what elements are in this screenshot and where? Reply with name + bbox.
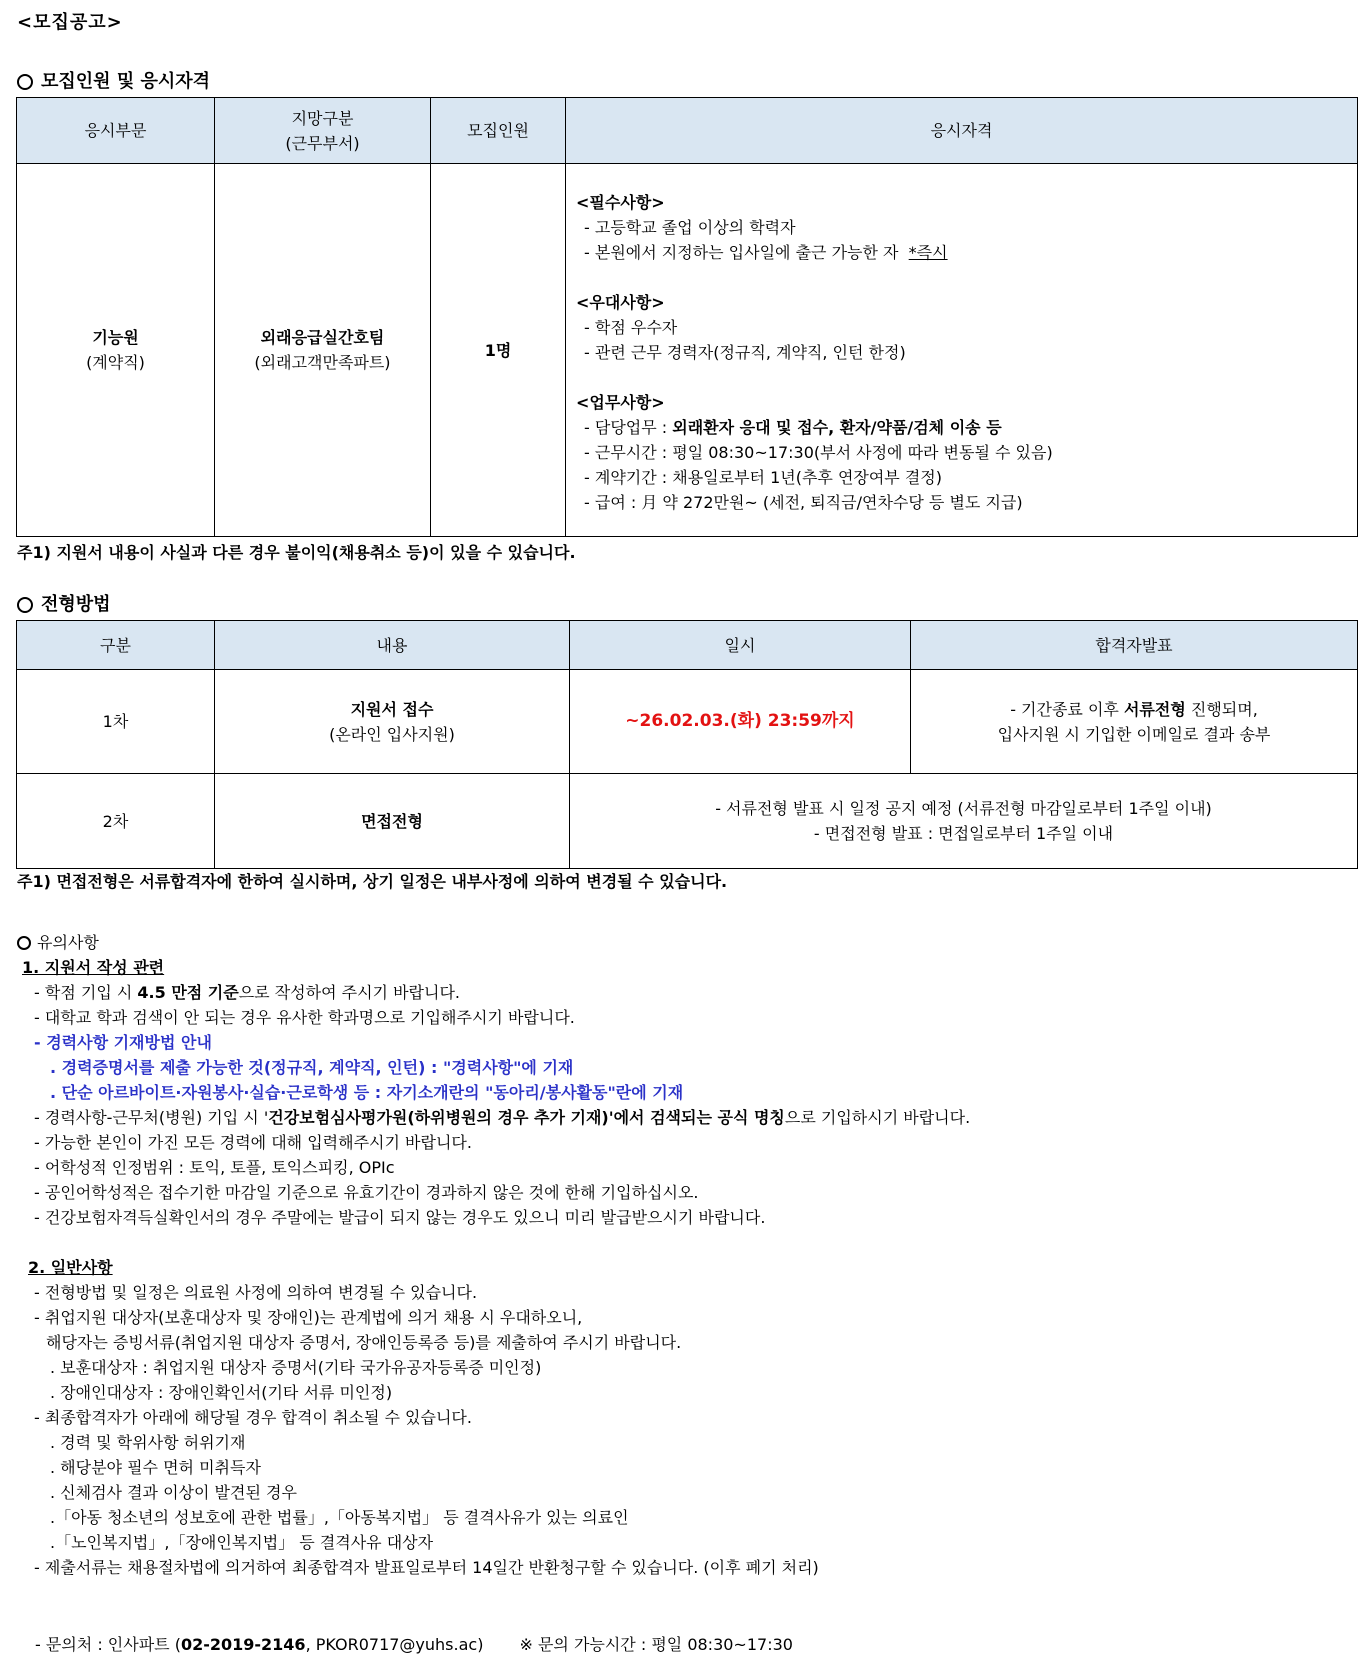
required-note: *즉시 xyxy=(908,243,948,262)
result-cell: - 서류전형 발표 시 일정 공지 예정 (서류전형 마감일로부터 1주일 이내) - 면접전형 발표 : 면접일로부터 1주일 이내 xyxy=(570,774,1358,869)
page-title: <모집공고> xyxy=(17,12,123,33)
list-item: - 경력사항 기재방법 안내 xyxy=(34,1033,212,1052)
list-item: - 공인어학성적은 접수기한 마감일 기준으로 유효기간이 경과하지 않은 것에 한해 기입하십시오. xyxy=(34,1183,699,1202)
contact-email: , PKOR0717@yuhs.ac) xyxy=(305,1635,484,1654)
selection-note: 주1) 면접전형은 서류합격자에 한하여 실시하며, 상기 일정은 내부사정에 의하여 변경될 수 있습니다. xyxy=(17,872,728,891)
subsection-title: 2. 일반사항 xyxy=(28,1258,113,1277)
col-header-content: 내용 xyxy=(215,621,570,670)
list-item: - 경력사항-근무처(병원) 기입 시 '건강보험심사평가원(하위병원의 경우 추가 기재)'에서 검색되는 공식 명칭으로 기입하시기 바랍니다. xyxy=(34,1108,971,1127)
list-item: - 가능한 본인이 가진 모든 경력에 대해 입력해주시기 바랍니다. xyxy=(34,1133,472,1152)
eligibility-note: 주1) 지원서 내용이 사실과 다른 경우 불이익(채용취소 등)이 있을 수 있습니다. xyxy=(17,543,576,562)
section-title-selection xyxy=(17,590,111,616)
dept-name: 기능원 xyxy=(92,328,139,347)
col-header-area-line1: 지망구분 xyxy=(291,108,354,128)
contact-hours: ※ 문의 가능시간 : 평일 08:30~17:30 xyxy=(519,1635,793,1654)
required-item: - 고등학교 졸업 이상의 학력자 xyxy=(584,218,796,237)
col-header-area xyxy=(215,98,431,164)
contact-phone: 02-2019-2146 xyxy=(180,1635,306,1654)
list-item: . 단순 아르바이트·자원봉사·실습·근로학생 등 : 자기소개란의 "동아리/봉사활동"란에 기재 xyxy=(50,1083,684,1102)
list-item: . 장애인대상자 : 장애인확인서(기타 서류 미인정) xyxy=(50,1383,393,1402)
section-title-notes: 유의사항 xyxy=(17,930,1357,955)
area-cell xyxy=(215,164,431,537)
stage-cell: 2차 xyxy=(17,774,215,869)
col-header-result: 합격자발표 xyxy=(911,621,1358,670)
duty-title: <업무사항> xyxy=(576,393,665,412)
list-item: . 신체검사 결과 이상이 발견된 경우 xyxy=(50,1483,297,1502)
subsection-title: 1. 지원서 작성 관련 xyxy=(22,958,165,977)
stage-cell: 1차 xyxy=(17,670,215,774)
list-item: - 어학성적 인정범위 : 토익, 토플, 토익스피킹, OPIc xyxy=(34,1158,395,1177)
list-item: - 최종합격자가 아래에 해당될 경우 합격이 취소될 수 있습니다. xyxy=(34,1408,472,1427)
list-item: - 학점 기입 시 4.5 만점 기준으로 작성하여 주시기 바랍니다. xyxy=(34,983,460,1002)
col-header-stage: 구분 xyxy=(17,621,215,670)
area-name: 외래응급실간호팀 xyxy=(260,328,385,347)
list-item: .「노인복지법」,「장애인복지법」 등 결격사유 대상자 xyxy=(50,1533,434,1552)
list-item: - 대학교 학과 검색이 안 되는 경우 유사한 학과명으로 기입해주시기 바랍니다. xyxy=(34,1008,575,1027)
required-item: - 본원에서 지정하는 입사일에 출근 가능한 자 *즉시 xyxy=(584,243,948,262)
qualification-cell xyxy=(566,164,1358,537)
circle-bullet-icon xyxy=(17,936,31,950)
list-item: . 경력증명서를 제출 가능한 것(정규직, 계약직, 인턴) : "경력사항"에 기재 xyxy=(50,1058,574,1077)
duty-item: - 계약기간 : 채용일로부터 1년(추후 연장여부 결정) xyxy=(584,468,943,487)
table-row xyxy=(17,774,1358,869)
col-header-qual: 응시자격 xyxy=(566,98,1358,164)
result-cell: - 기간종료 이후 서류전형 진행되며, 입사지원 시 기입한 이메일로 결과 송부 xyxy=(911,670,1358,774)
col-header-area-line2: (근무부서) xyxy=(285,133,360,153)
section-title-eligibility xyxy=(17,67,210,93)
list-item: - 건강보험자격득실확인서의 경우 주말에는 발급이 되지 않는 경우도 있으니 미리 발급받으시기 바랍니다. xyxy=(34,1208,766,1227)
notes-section xyxy=(17,930,1357,1580)
dept-type: (계약직) xyxy=(86,353,145,372)
eligibility-table xyxy=(16,97,1358,537)
list-item: - 취업지원 대상자(보훈대상자 및 장애인)는 관계법에 의거 채용 시 우대하오니, xyxy=(34,1308,583,1327)
area-sub: (외래고객만족파트) xyxy=(254,353,391,372)
col-header-count: 모집인원 xyxy=(431,98,566,164)
count-cell: 1명 xyxy=(431,164,566,537)
section-title-text: 모집인원 및 응시자격 xyxy=(41,71,211,92)
contact-info: - 문의처 : 인사파트 (02-2019-2146, PKOR0717@yuhs.ac) ※ 문의 가능시간 : 평일 08:30~17:30 xyxy=(35,1635,793,1654)
content-cell: 면접전형 xyxy=(215,774,570,869)
list-item: . 보훈대상자 : 취업지원 대상자 증명서(기타 국가유공자등록증 미인정) xyxy=(50,1358,542,1377)
table-header-row xyxy=(17,621,1358,670)
selection-table xyxy=(16,620,1358,869)
col-header-dept: 응시부문 xyxy=(17,98,215,164)
deadline-cell: ~26.02.03.(화) 23:59까지 xyxy=(570,670,911,774)
col-header-date: 일시 xyxy=(570,621,911,670)
circle-bullet-icon xyxy=(17,74,33,90)
section-title-text: 전형방법 xyxy=(41,594,111,615)
list-item: - 제출서류는 채용절차법에 의거하여 최종합격자 발표일로부터 14일간 반환청구할 수 있습니다. (이후 폐기 처리) xyxy=(34,1558,819,1577)
duty-item: - 급여 : 月 약 272만원~ (세전, 퇴직금/연차수당 등 별도 지급) xyxy=(584,493,1023,512)
preferred-item: - 관련 근무 경력자(정규직, 계약직, 인턴 한정) xyxy=(584,343,906,362)
required-title: <필수사항> xyxy=(576,193,665,212)
table-row xyxy=(17,164,1358,537)
table-header-row xyxy=(17,98,1358,164)
content-cell: 지원서 접수 (온라인 입사지원) xyxy=(215,670,570,774)
list-item: .「아동 청소년의 성보호에 관한 법률」,「아동복지법」 등 결격사유가 있는 의료인 xyxy=(50,1508,629,1527)
duty-item: - 근무시간 : 평일 08:30~17:30(부서 사정에 따라 변동될 수 있음) xyxy=(584,443,1053,462)
dept-cell xyxy=(17,164,215,537)
table-row xyxy=(17,670,1358,774)
list-item: - 전형방법 및 일정은 의료원 사정에 의하여 변경될 수 있습니다. xyxy=(34,1283,478,1302)
list-item: . 해당분야 필수 면허 미취득자 xyxy=(50,1458,261,1477)
circle-bullet-icon xyxy=(17,597,33,613)
list-item: 해당자는 증빙서류(취업지원 대상자 증명서, 장애인등록증 등)를 제출하여 주시기 바랍니다. xyxy=(46,1333,682,1352)
preferred-title: <우대사항> xyxy=(576,293,665,312)
list-item: . 경력 및 학위사항 허위기재 xyxy=(50,1433,246,1452)
duty-item: - 담당업무 : 외래환자 응대 및 접수, 환자/약품/검체 이송 등 xyxy=(584,418,1002,437)
preferred-item: - 학점 우수자 xyxy=(584,318,678,337)
